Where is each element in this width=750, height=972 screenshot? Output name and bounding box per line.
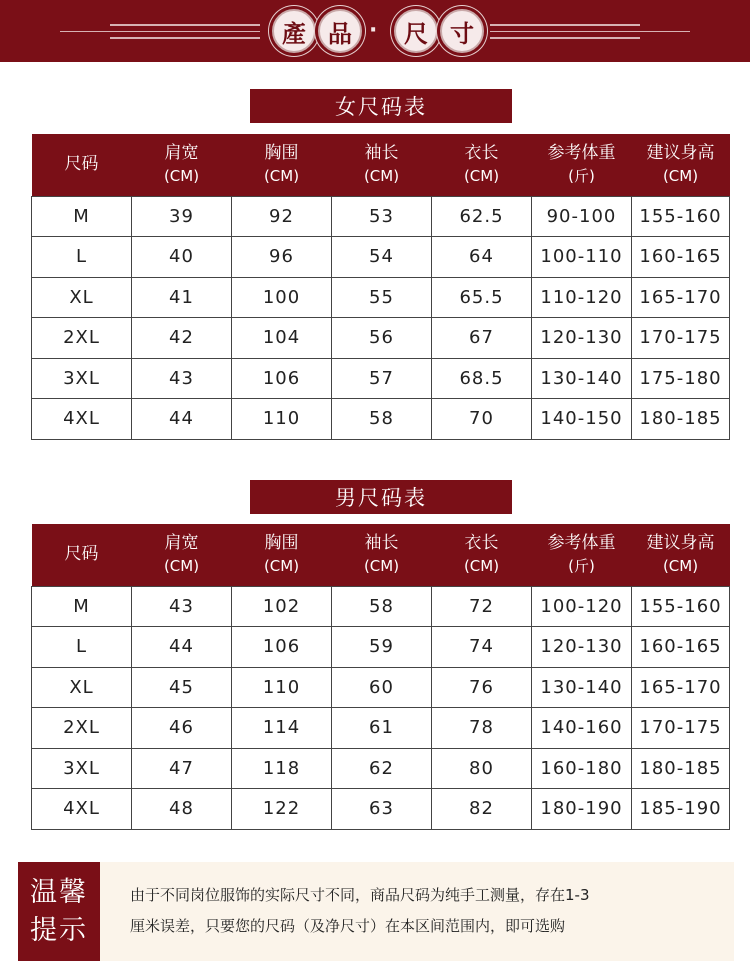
table-cell: 120-130 — [532, 318, 632, 359]
men-size-table — [31, 524, 730, 830]
table-cell: 61 — [332, 708, 432, 749]
header-cell — [532, 134, 632, 196]
header-unit: (斤) — [568, 556, 595, 575]
banner-decor-line — [490, 37, 640, 39]
header-label: 胸围 — [264, 142, 299, 163]
table-cell: 100 — [232, 277, 332, 318]
table-cell: 180-190 — [532, 789, 632, 830]
table-cell: 165-170 — [632, 277, 730, 318]
table-cell: 82 — [432, 789, 532, 830]
header-unit: (CM) — [263, 166, 300, 185]
header-cell — [132, 524, 232, 586]
table-cell: 130-140 — [532, 667, 632, 708]
banner-decor-line — [60, 31, 260, 32]
header-cell — [532, 524, 632, 586]
header-unit: (CM) — [662, 166, 699, 185]
table-cell: 155-160 — [632, 586, 730, 627]
warm-tip-text — [130, 880, 720, 942]
header-label: 参考体重 — [547, 532, 616, 553]
table-cell: 4XL — [32, 789, 132, 830]
table-cell: 41 — [132, 277, 232, 318]
header-label: 袖长 — [364, 532, 399, 553]
table-cell: 58 — [332, 399, 432, 440]
header-cell — [32, 134, 132, 196]
table-row — [32, 748, 730, 789]
table-row — [32, 667, 730, 708]
table-cell: 122 — [232, 789, 332, 830]
warm-tip-box — [18, 862, 734, 961]
table-cell: 160-165 — [632, 237, 730, 278]
women-table-title: 女尺码表 — [250, 89, 512, 123]
header-cell — [332, 524, 432, 586]
header-cell — [632, 524, 730, 586]
table-cell: 43 — [132, 586, 232, 627]
table-cell: 70 — [432, 399, 532, 440]
header-unit: (CM) — [662, 556, 699, 575]
table-cell: 2XL — [32, 708, 132, 749]
table-cell: 96 — [232, 237, 332, 278]
table-cell: 64 — [432, 237, 532, 278]
table-cell: 118 — [232, 748, 332, 789]
table-cell: 57 — [332, 358, 432, 399]
table-cell: 60 — [332, 667, 432, 708]
table-cell: 62.5 — [432, 196, 532, 237]
header-cell — [432, 134, 532, 196]
header-label: 衣长 — [464, 532, 499, 553]
banner-decor-line — [110, 24, 260, 26]
table-cell: 56 — [332, 318, 432, 359]
table-cell: 175-180 — [632, 358, 730, 399]
table-cell: 74 — [432, 627, 532, 668]
header-cell — [632, 134, 730, 196]
table-row — [32, 586, 730, 627]
banner-badge-4: 寸 — [440, 9, 484, 53]
table-row — [32, 196, 730, 237]
header-label: 袖长 — [364, 142, 399, 163]
table-cell: 106 — [232, 627, 332, 668]
table-cell: L — [32, 627, 132, 668]
header-cell — [232, 134, 332, 196]
table-cell: 110 — [232, 399, 332, 440]
table-cell: 130-140 — [532, 358, 632, 399]
header-unit: (CM) — [363, 166, 400, 185]
banner-decor-line — [110, 37, 260, 39]
table-cell: 39 — [132, 196, 232, 237]
table-header-row — [32, 134, 730, 196]
table-cell: XL — [32, 277, 132, 318]
table-cell: M — [32, 196, 132, 237]
table-cell: 102 — [232, 586, 332, 627]
table-cell: 44 — [132, 627, 232, 668]
header-cell — [132, 134, 232, 196]
header-unit: (CM) — [463, 556, 500, 575]
header-label: 尺码 — [64, 154, 99, 175]
table-cell: 59 — [332, 627, 432, 668]
table-cell: 43 — [132, 358, 232, 399]
table-cell: 110 — [232, 667, 332, 708]
table-cell: 46 — [132, 708, 232, 749]
table-cell: 54 — [332, 237, 432, 278]
table-cell: 160-165 — [632, 627, 730, 668]
table-cell: 67 — [432, 318, 532, 359]
table-cell: 114 — [232, 708, 332, 749]
header-unit: (CM) — [163, 166, 200, 185]
header-cell — [232, 524, 332, 586]
table-cell: 76 — [432, 667, 532, 708]
table-cell: 106 — [232, 358, 332, 399]
table-cell: 48 — [132, 789, 232, 830]
men-table-title: 男尺码表 — [250, 480, 512, 514]
table-cell: 170-175 — [632, 708, 730, 749]
header-cell — [32, 524, 132, 586]
table-cell: 140-150 — [532, 399, 632, 440]
banner-badge-2: 品 — [318, 9, 362, 53]
banner-separator: · — [369, 18, 378, 43]
table-header-row — [32, 524, 730, 586]
table-cell: 160-180 — [532, 748, 632, 789]
table-cell: 180-185 — [632, 748, 730, 789]
table-cell: 185-190 — [632, 789, 730, 830]
table-cell: 100-120 — [532, 586, 632, 627]
header-label: 肩宽 — [164, 142, 199, 163]
table-cell: 63 — [332, 789, 432, 830]
header-unit: (斤) — [568, 166, 595, 185]
header-label: 胸围 — [264, 532, 299, 553]
table-cell: 44 — [132, 399, 232, 440]
table-row — [32, 399, 730, 440]
header-banner — [0, 0, 750, 62]
header-cell — [432, 524, 532, 586]
warm-tip-label-line: 提示 — [30, 914, 88, 946]
table-cell: 110-120 — [532, 277, 632, 318]
header-unit: (CM) — [163, 556, 200, 575]
table-cell: 47 — [132, 748, 232, 789]
table-cell: 68.5 — [432, 358, 532, 399]
table-cell: 2XL — [32, 318, 132, 359]
table-row — [32, 789, 730, 830]
table-row — [32, 627, 730, 668]
table-cell: L — [32, 237, 132, 278]
table-cell: 72 — [432, 586, 532, 627]
table-cell: 3XL — [32, 748, 132, 789]
warm-tip-label — [18, 862, 100, 961]
table-cell: 78 — [432, 708, 532, 749]
table-cell: 92 — [232, 196, 332, 237]
header-unit: (CM) — [263, 556, 300, 575]
table-cell: 90-100 — [532, 196, 632, 237]
table-cell: M — [32, 586, 132, 627]
warm-tip-label-line: 温馨 — [30, 876, 88, 908]
table-cell: 53 — [332, 196, 432, 237]
table-cell: 4XL — [32, 399, 132, 440]
header-cell — [332, 134, 432, 196]
banner-badge-1: 產 — [272, 9, 316, 53]
table-cell: 140-160 — [532, 708, 632, 749]
banner-decor-line — [490, 24, 640, 26]
header-label: 肩宽 — [164, 532, 199, 553]
table-cell: 80 — [432, 748, 532, 789]
table-cell: 40 — [132, 237, 232, 278]
table-row — [32, 358, 730, 399]
header-unit: (CM) — [363, 556, 400, 575]
header-label: 参考体重 — [547, 142, 616, 163]
table-cell: 100-110 — [532, 237, 632, 278]
banner-badge-3: 尺 — [394, 9, 438, 53]
table-cell: 165-170 — [632, 667, 730, 708]
table-cell: 3XL — [32, 358, 132, 399]
warm-tip-text-line: 厘米误差，只要您的尺码（及净尺寸）在本区间范围内，即可选购 — [130, 917, 566, 935]
header-label: 尺码 — [64, 544, 99, 565]
table-cell: 170-175 — [632, 318, 730, 359]
table-cell: 65.5 — [432, 277, 532, 318]
table-cell: XL — [32, 667, 132, 708]
table-cell: 42 — [132, 318, 232, 359]
table-cell: 45 — [132, 667, 232, 708]
women-size-table — [31, 134, 730, 440]
table-cell: 62 — [332, 748, 432, 789]
header-unit: (CM) — [463, 166, 500, 185]
table-row — [32, 277, 730, 318]
table-cell: 120-130 — [532, 627, 632, 668]
table-cell: 55 — [332, 277, 432, 318]
table-row — [32, 237, 730, 278]
table-cell: 58 — [332, 586, 432, 627]
table-cell: 104 — [232, 318, 332, 359]
header-label: 建议身高 — [646, 142, 715, 163]
banner-decor-line — [490, 31, 690, 32]
table-row — [32, 318, 730, 359]
table-cell: 155-160 — [632, 196, 730, 237]
table-cell: 180-185 — [632, 399, 730, 440]
table-row — [32, 708, 730, 749]
header-label: 衣长 — [464, 142, 499, 163]
header-label: 建议身高 — [646, 532, 715, 553]
warm-tip-text-line: 由于不同岗位服饰的实际尺寸不同，商品尺码为纯手工测量，存在1-3 — [130, 886, 590, 904]
